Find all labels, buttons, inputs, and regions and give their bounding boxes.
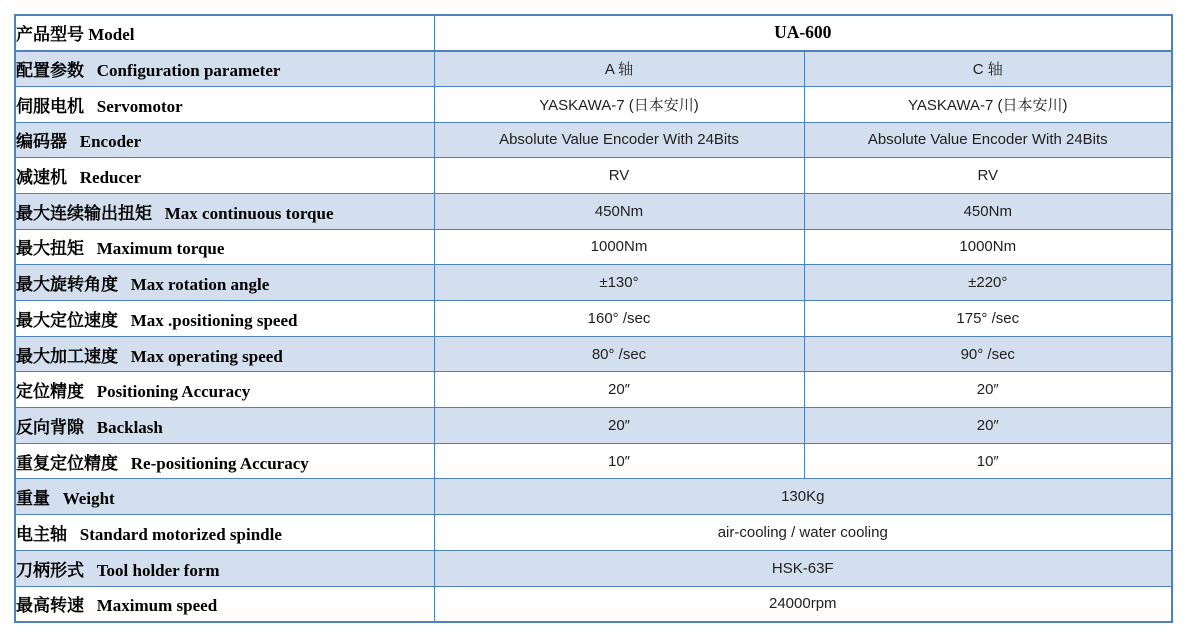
row-value: 160° /sec [434,301,804,337]
row-label: 重复定位精度 Re-positioning Accuracy [15,443,434,479]
table-row [15,479,1172,515]
row-label: 编码器 Encoder [15,122,434,158]
row-value: 20″ [434,408,804,444]
spec-table-container [14,14,1173,623]
row-value: 80° /sec [434,336,804,372]
table-row [15,372,1172,408]
table-row [15,158,1172,194]
row-label: 减速机 Reducer [15,158,434,194]
row-value: 10″ [434,443,804,479]
row-value: ±130° [434,265,804,301]
row-value: ±220° [804,265,1172,301]
row-label: 反向背隙 Backlash [15,408,434,444]
table-row [15,122,1172,158]
row-value: Absolute Value Encoder With 24Bits [434,122,804,158]
row-label: 最高转速 Maximum speed [15,586,434,622]
row-value: YASKAWA-7 (日本安川) [804,86,1172,122]
row-label: 产品型号 Model [15,15,434,51]
table-row [15,301,1172,337]
row-value: 130Kg [434,479,1172,515]
table-row [15,336,1172,372]
table-row [15,86,1172,122]
row-value: Absolute Value Encoder With 24Bits [804,122,1172,158]
row-value: HSK-63F [434,550,1172,586]
row-label: 定位精度 Positioning Accuracy [15,372,434,408]
row-label: 最大旋转角度 Max rotation angle [15,265,434,301]
table-row [15,550,1172,586]
row-value: 450Nm [434,193,804,229]
row-value: A 轴 [434,51,804,87]
row-value: 24000rpm [434,586,1172,622]
row-value: RV [804,158,1172,194]
row-value: 450Nm [804,193,1172,229]
row-value: 175° /sec [804,301,1172,337]
row-value: 1000Nm [804,229,1172,265]
row-label: 最大扭矩 Maximum torque [15,229,434,265]
table-row [15,443,1172,479]
table-row [15,515,1172,551]
row-label: 最大连续输出扭矩 Max continuous torque [15,193,434,229]
row-value: UA-600 [434,15,1172,51]
spec-table [14,14,1173,623]
row-value: 10″ [804,443,1172,479]
row-label: 最大加工速度 Max operating speed [15,336,434,372]
row-value: C 轴 [804,51,1172,87]
row-value: 1000Nm [434,229,804,265]
row-value: air-cooling / water cooling [434,515,1172,551]
table-row [15,51,1172,87]
table-row [15,265,1172,301]
row-label: 刀柄形式 Tool holder form [15,550,434,586]
row-label: 电主轴 Standard motorized spindle [15,515,434,551]
row-value: RV [434,158,804,194]
row-label: 最大定位速度 Max .positioning speed [15,301,434,337]
table-row [15,229,1172,265]
table-row [15,15,1172,51]
row-label: 伺服电机 Servomotor [15,86,434,122]
row-value: 20″ [804,372,1172,408]
row-label: 配置参数 Configuration parameter [15,51,434,87]
row-value: 20″ [804,408,1172,444]
row-value: 90° /sec [804,336,1172,372]
row-label: 重量 Weight [15,479,434,515]
spec-table-body [15,15,1172,622]
table-row [15,408,1172,444]
row-value: 20″ [434,372,804,408]
table-row [15,586,1172,622]
table-row [15,193,1172,229]
row-value: YASKAWA-7 (日本安川) [434,86,804,122]
